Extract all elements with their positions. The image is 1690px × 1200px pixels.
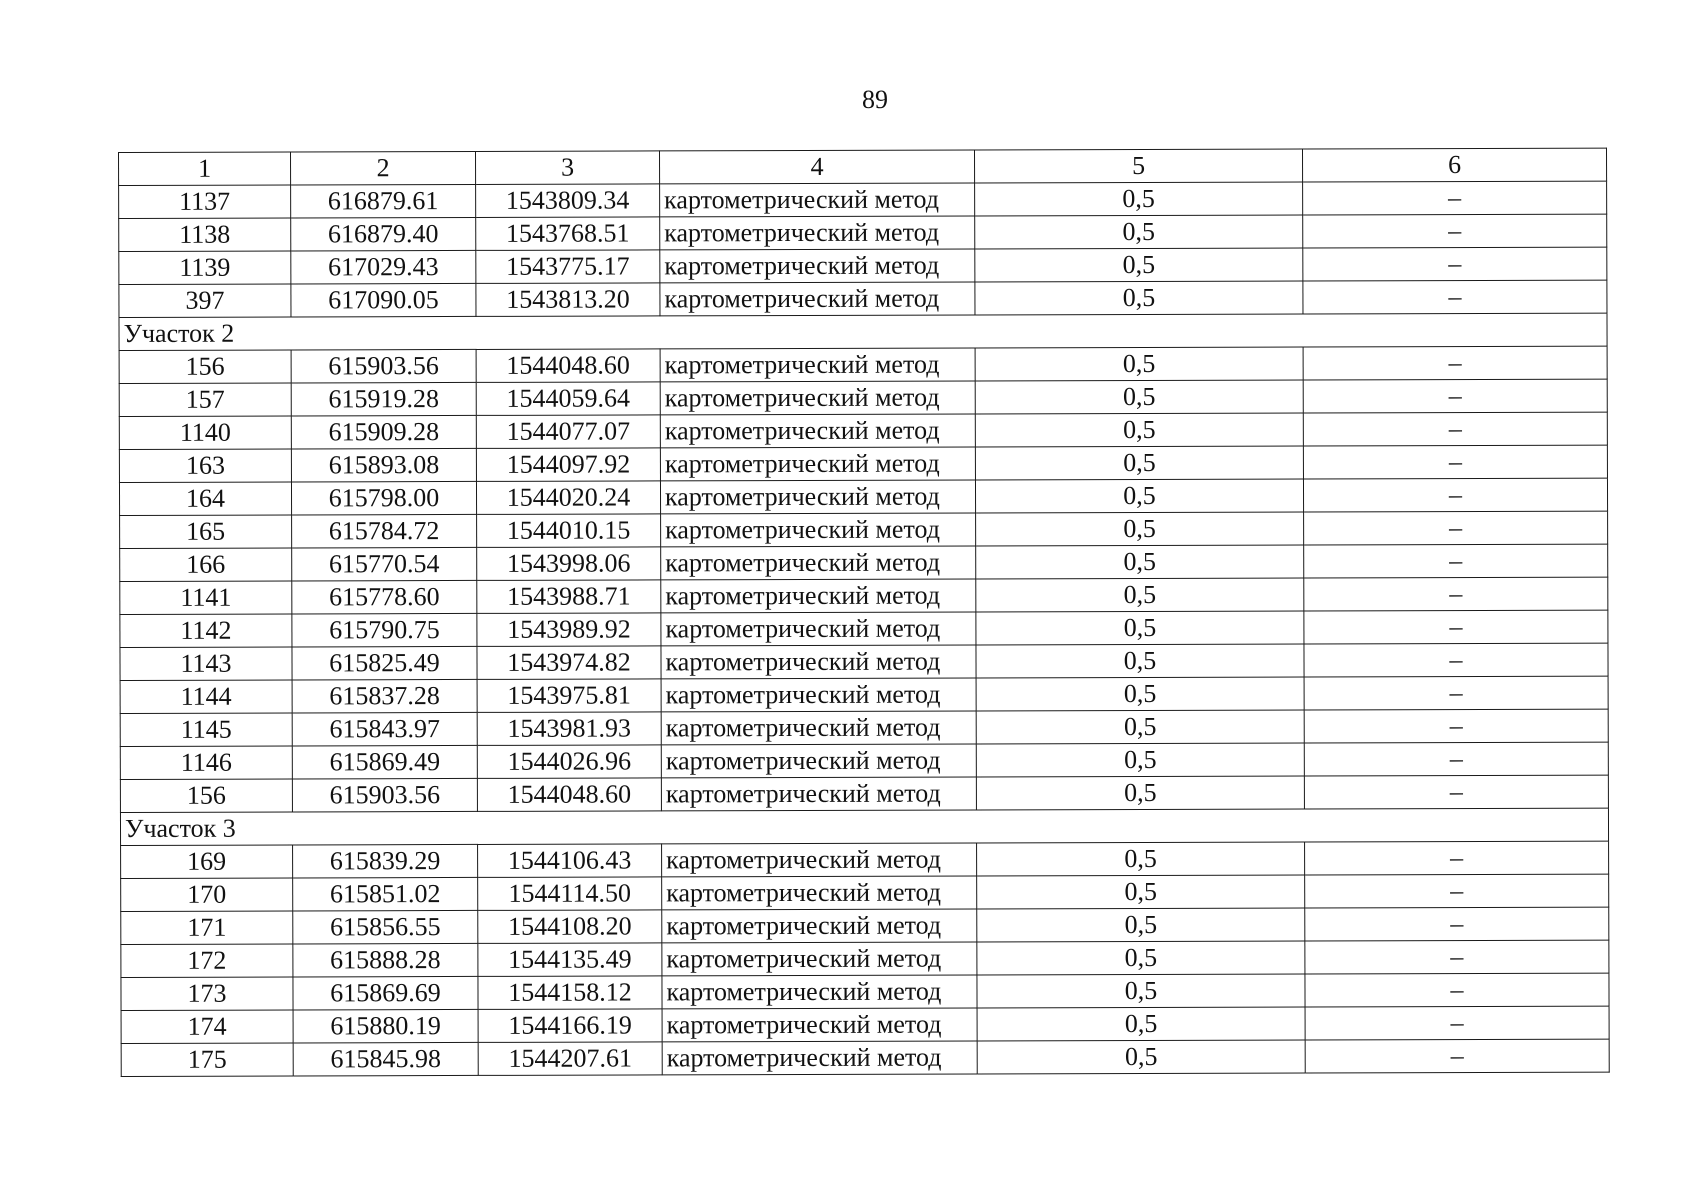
accuracy-cell: 0,5 (976, 578, 1304, 612)
accuracy-cell: 0,5 (975, 446, 1303, 480)
table-body (119, 148, 1610, 1076)
y-coordinate-cell: 1543998.06 (477, 547, 661, 581)
coordinates-table (118, 148, 1610, 1077)
accuracy-cell: 0,5 (976, 611, 1304, 645)
note-cell: – (1303, 247, 1607, 281)
x-coordinate-cell: 615851.02 (293, 877, 478, 911)
table-row (119, 247, 1607, 284)
table-row (121, 907, 1609, 944)
y-coordinate-cell: 1544048.60 (476, 349, 660, 383)
point-number-cell: 1141 (120, 581, 292, 615)
point-number-cell: 1138 (119, 218, 291, 252)
accuracy-cell: 0,5 (975, 380, 1303, 414)
page-number: 89 (862, 85, 888, 114)
x-coordinate-cell: 615837.28 (292, 679, 477, 713)
method-cell: картометрический метод (661, 579, 976, 613)
point-number-cell: 156 (120, 779, 292, 813)
y-coordinate-cell: 1544108.20 (478, 910, 662, 944)
table-row (120, 577, 1608, 614)
y-coordinate-cell: 1544048.60 (477, 778, 661, 812)
y-coordinate-cell: 1543775.17 (476, 250, 660, 284)
table-row (121, 874, 1609, 911)
note-cell: – (1304, 643, 1608, 677)
point-number-cell: 157 (119, 383, 291, 417)
accuracy-cell: 0,5 (975, 182, 1303, 216)
method-cell: картометрический метод (661, 612, 976, 646)
note-cell: – (1304, 544, 1608, 578)
y-coordinate-cell: 1544026.96 (477, 745, 661, 779)
note-cell: – (1305, 841, 1609, 875)
y-coordinate-cell: 1544020.24 (476, 481, 660, 515)
table-row (120, 676, 1608, 713)
method-cell: картометрический метод (662, 843, 977, 877)
method-cell: картометрический метод (661, 645, 976, 679)
x-coordinate-cell: 616879.61 (291, 184, 476, 218)
point-number-cell: 1142 (120, 614, 292, 648)
accuracy-cell: 0,5 (975, 413, 1303, 447)
method-cell: картометрический метод (662, 1041, 977, 1075)
method-cell: картометрический метод (660, 183, 975, 217)
method-cell: картометрический метод (661, 513, 976, 547)
table-row (119, 280, 1607, 317)
table-row (121, 940, 1609, 977)
point-number-cell: 397 (119, 284, 291, 318)
x-coordinate-cell: 615909.28 (291, 415, 476, 449)
point-number-cell: 164 (119, 482, 291, 516)
point-number-cell: 1139 (119, 251, 291, 285)
method-cell: картометрический метод (662, 942, 977, 976)
y-coordinate-cell: 1543768.51 (476, 217, 660, 251)
point-number-cell: 166 (120, 548, 292, 582)
x-coordinate-cell: 615880.19 (293, 1009, 478, 1043)
column-number: 2 (291, 151, 476, 185)
point-number-cell: 165 (120, 515, 292, 549)
x-coordinate-cell: 615839.29 (293, 844, 478, 878)
x-coordinate-cell: 616879.40 (291, 217, 476, 251)
table-row (120, 610, 1608, 647)
x-coordinate-cell: 615798.00 (291, 481, 476, 515)
method-cell: картометрический метод (661, 546, 976, 580)
note-cell: – (1303, 280, 1607, 314)
note-cell: – (1305, 1039, 1609, 1073)
x-coordinate-cell: 617029.43 (291, 250, 476, 284)
method-cell: картометрический метод (660, 381, 975, 415)
column-number-row (119, 148, 1607, 185)
point-number-cell: 156 (119, 350, 291, 384)
point-number-cell: 1146 (120, 746, 292, 780)
y-coordinate-cell: 1543989.92 (477, 613, 661, 647)
note-cell: – (1304, 742, 1608, 776)
point-number-cell: 1137 (119, 185, 291, 219)
y-coordinate-cell: 1544207.61 (478, 1042, 662, 1076)
note-cell: – (1303, 214, 1607, 248)
point-number-cell: 174 (121, 1010, 293, 1044)
accuracy-cell: 0,5 (976, 512, 1304, 546)
accuracy-cell: 0,5 (975, 281, 1303, 315)
table-row (119, 214, 1607, 251)
table-row (119, 445, 1607, 482)
accuracy-cell: 0,5 (976, 710, 1304, 744)
accuracy-cell: 0,5 (977, 1040, 1305, 1074)
point-number-cell: 173 (121, 977, 293, 1011)
method-cell: картометрический метод (662, 876, 977, 910)
x-coordinate-cell: 615778.60 (292, 580, 477, 614)
method-cell: картометрический метод (661, 678, 976, 712)
column-number: 1 (119, 152, 291, 186)
point-number-cell: 172 (121, 944, 293, 978)
y-coordinate-cell: 1543974.82 (477, 646, 661, 680)
note-cell: – (1304, 709, 1608, 743)
y-coordinate-cell: 1544010.15 (477, 514, 661, 548)
y-coordinate-cell: 1543809.34 (476, 184, 660, 218)
table-row (119, 412, 1607, 449)
y-coordinate-cell: 1543813.20 (476, 283, 660, 317)
table-row (121, 841, 1609, 878)
note-cell: – (1304, 676, 1608, 710)
column-number: 5 (974, 149, 1302, 183)
table-row (119, 379, 1607, 416)
section-row (120, 808, 1608, 845)
method-cell: картометрический метод (662, 975, 977, 1009)
x-coordinate-cell: 615770.54 (292, 547, 477, 581)
table-row (121, 1039, 1609, 1076)
x-coordinate-cell: 615856.55 (293, 910, 478, 944)
accuracy-cell: 0,5 (977, 1007, 1305, 1041)
accuracy-cell: 0,5 (977, 908, 1305, 942)
method-cell: картометрический метод (661, 777, 976, 811)
point-number-cell: 171 (121, 911, 293, 945)
table-row (120, 511, 1608, 548)
note-cell: – (1303, 412, 1607, 446)
x-coordinate-cell: 615845.98 (293, 1042, 478, 1076)
x-coordinate-cell: 615903.56 (291, 349, 476, 383)
point-number-cell: 1144 (120, 680, 292, 714)
table-row (119, 181, 1607, 218)
point-number-cell: 175 (121, 1043, 293, 1077)
accuracy-cell: 0,5 (976, 677, 1304, 711)
note-cell: – (1304, 610, 1608, 644)
point-number-cell: 1140 (119, 416, 291, 450)
accuracy-cell: 0,5 (976, 743, 1304, 777)
point-number-cell: 163 (119, 449, 291, 483)
method-cell: картометрический метод (661, 744, 976, 778)
method-cell: картометрический метод (661, 711, 976, 745)
y-coordinate-cell: 1544077.07 (476, 415, 660, 449)
y-coordinate-cell: 1544158.12 (478, 976, 662, 1010)
y-coordinate-cell: 1543981.93 (477, 712, 661, 746)
x-coordinate-cell: 615869.69 (293, 976, 478, 1010)
table-row (120, 544, 1608, 581)
note-cell: – (1304, 577, 1608, 611)
table-row (119, 478, 1607, 515)
method-cell: картометрический метод (660, 216, 975, 250)
x-coordinate-cell: 615825.49 (292, 646, 477, 680)
point-number-cell: 1143 (120, 647, 292, 681)
accuracy-cell: 0,5 (976, 776, 1304, 810)
note-cell: – (1304, 511, 1608, 545)
y-coordinate-cell: 1543975.81 (477, 679, 661, 713)
table-row (121, 973, 1609, 1010)
accuracy-cell: 0,5 (975, 347, 1303, 381)
x-coordinate-cell: 615790.75 (292, 613, 477, 647)
x-coordinate-cell: 615919.28 (291, 382, 476, 416)
point-number-cell: 1145 (120, 713, 292, 747)
table-row (120, 742, 1608, 779)
note-cell: – (1305, 973, 1609, 1007)
accuracy-cell: 0,5 (977, 941, 1305, 975)
x-coordinate-cell: 615903.56 (292, 778, 477, 812)
x-coordinate-cell: 615888.28 (293, 943, 478, 977)
method-cell: картометрический метод (662, 909, 977, 943)
note-cell: – (1303, 379, 1607, 413)
y-coordinate-cell: 1544135.49 (478, 943, 662, 977)
table-row (120, 643, 1608, 680)
y-coordinate-cell: 1544114.50 (478, 877, 662, 911)
accuracy-cell: 0,5 (975, 215, 1303, 249)
note-cell: – (1303, 346, 1607, 380)
method-cell: картометрический метод (660, 447, 975, 481)
table-row (119, 346, 1607, 383)
point-number-cell: 170 (121, 878, 293, 912)
table-row (120, 775, 1608, 812)
method-cell: картометрический метод (660, 282, 975, 316)
section-title: Участок 3 (120, 808, 1608, 845)
note-cell: – (1305, 1006, 1609, 1040)
method-cell: картометрический метод (660, 414, 975, 448)
column-number: 4 (659, 150, 974, 184)
note-cell: – (1305, 874, 1609, 908)
column-number: 3 (475, 151, 659, 185)
method-cell: картометрический метод (660, 348, 975, 382)
method-cell: картометрический метод (660, 480, 975, 514)
accuracy-cell: 0,5 (977, 842, 1305, 876)
accuracy-cell: 0,5 (976, 644, 1304, 678)
y-coordinate-cell: 1544097.92 (476, 448, 660, 482)
column-number: 6 (1302, 148, 1606, 182)
accuracy-cell: 0,5 (975, 248, 1303, 282)
section-title: Участок 2 (119, 313, 1607, 350)
accuracy-cell: 0,5 (977, 875, 1305, 909)
note-cell: – (1303, 445, 1607, 479)
accuracy-cell: 0,5 (977, 974, 1305, 1008)
y-coordinate-cell: 1544106.43 (478, 844, 662, 878)
note-cell: – (1305, 940, 1609, 974)
method-cell: картометрический метод (662, 1008, 977, 1042)
note-cell: – (1305, 907, 1609, 941)
x-coordinate-cell: 615843.97 (292, 712, 477, 746)
table-row (120, 709, 1608, 746)
y-coordinate-cell: 1544166.19 (478, 1009, 662, 1043)
x-coordinate-cell: 615869.49 (292, 745, 477, 779)
note-cell: – (1303, 181, 1607, 215)
method-cell: картометрический метод (660, 249, 975, 283)
y-coordinate-cell: 1543988.71 (477, 580, 661, 614)
note-cell: – (1304, 775, 1608, 809)
note-cell: – (1303, 478, 1607, 512)
section-row (119, 313, 1607, 350)
x-coordinate-cell: 615893.08 (291, 448, 476, 482)
x-coordinate-cell: 615784.72 (292, 514, 477, 548)
x-coordinate-cell: 617090.05 (291, 283, 476, 317)
point-number-cell: 169 (121, 845, 293, 879)
table-row (121, 1006, 1609, 1043)
y-coordinate-cell: 1544059.64 (476, 382, 660, 416)
accuracy-cell: 0,5 (975, 479, 1303, 513)
accuracy-cell: 0,5 (976, 545, 1304, 579)
